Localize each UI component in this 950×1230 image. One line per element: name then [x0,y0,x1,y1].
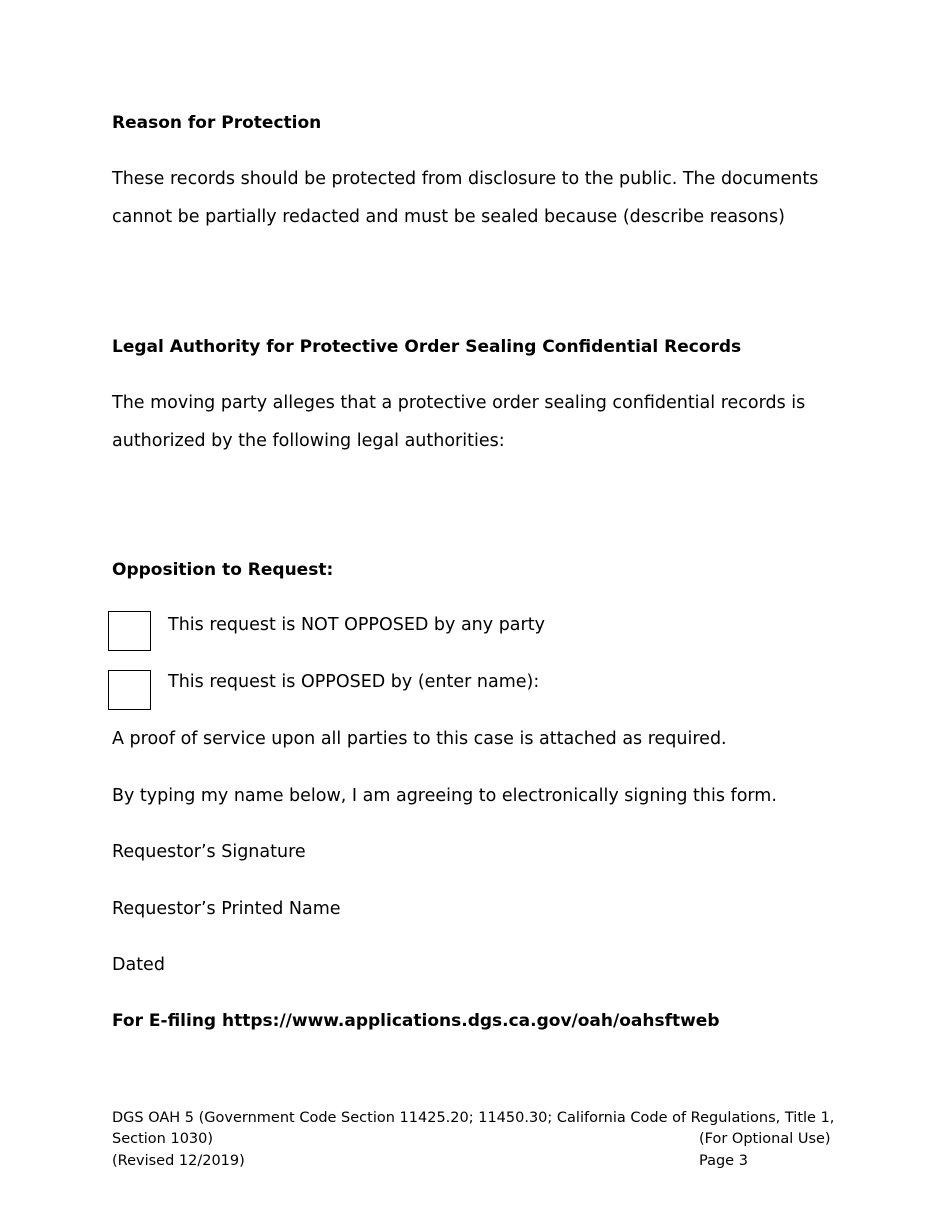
legal-authority-heading: Legal Authority for Protective Order Sealing Confidential Records [112,337,742,357]
footer-form-citation-line-2: Section 1030) [112,1131,214,1147]
reason-text-line-2: cannot be partially redacted and must be sealed because (describe reasons) [112,207,785,227]
footer-page-number: Page 3 [699,1153,748,1169]
not-opposed-label: This request is NOT OPPOSED by any party [168,615,545,635]
reason-text-line-1: These records should be protected from disclosure to the public. The documents [112,169,819,189]
efiling-link[interactable]: For E-filing https://www.applications.dgs.ca.gov/oah/oahsftweb [112,1011,720,1031]
footer-optional-use: (For Optional Use) [699,1131,831,1147]
requestor-printed-name-label: Requestor’s Printed Name [112,899,341,919]
opposition-heading: Opposition to Request: [112,560,334,580]
dated-label: Dated [112,955,165,975]
not-opposed-checkbox[interactable] [108,611,151,651]
legal-authority-text-line-2: authorized by the following legal authorities: [112,431,505,451]
footer-revised-date: (Revised 12/2019) [112,1153,245,1169]
proof-of-service-text: A proof of service upon all parties to this case is attached as required. [112,729,727,749]
reason-heading: Reason for Protection [112,113,322,133]
opposed-label: This request is OPPOSED by (enter name): [168,672,540,692]
footer-form-citation-line-1: DGS OAH 5 (Government Code Section 11425.20; 11450.30; California Code of Regulations, Title 1, [112,1110,835,1126]
opposed-checkbox[interactable] [108,670,151,710]
legal-authority-text-line-1: The moving party alleges that a protective order sealing confidential records is [112,393,806,413]
electronic-signing-statement: By typing my name below, I am agreeing to electronically signing this form. [112,786,777,806]
requestor-signature-label: Requestor’s Signature [112,842,306,862]
